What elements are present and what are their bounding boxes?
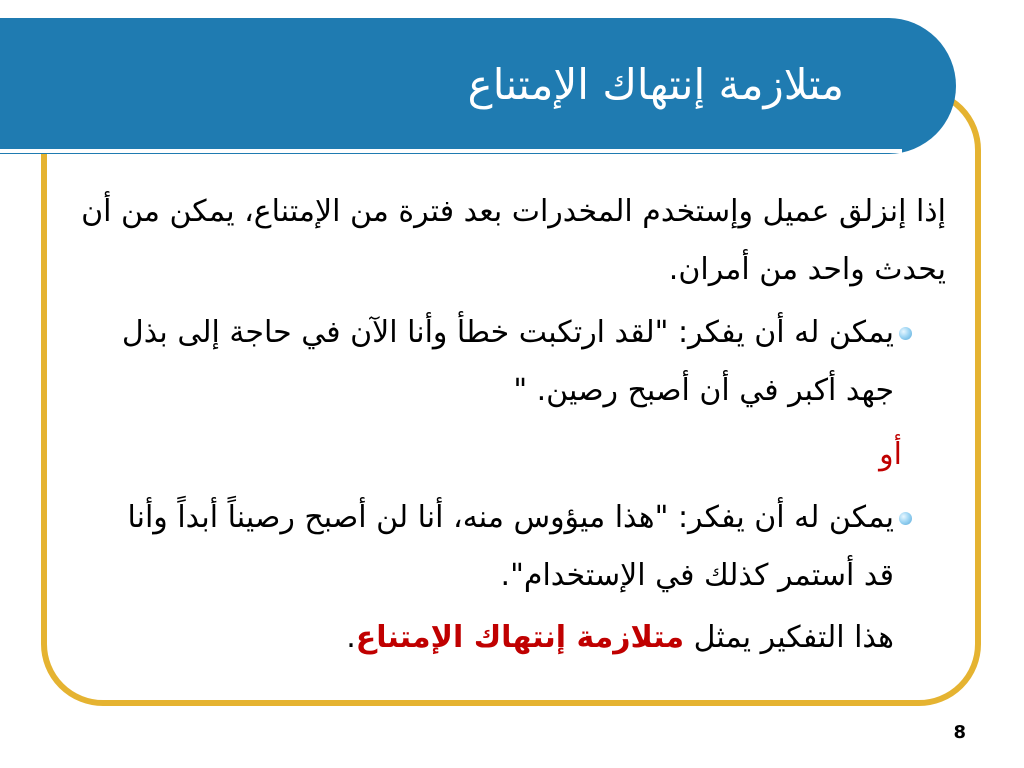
title-underline (0, 149, 902, 153)
title-bar (0, 18, 956, 154)
bullet-item-1 (94, 304, 894, 420)
bullet-icon (899, 512, 912, 525)
conclusion-highlight: متلازمة إنتهاك الإمتناع (355, 620, 685, 655)
conclusion-suffix: . (346, 620, 356, 655)
conclusion-text (346, 609, 894, 667)
intro-paragraph: إذا إنزلق عميل وإستخدم المخدرات بعد فترة من الإمتناع، يمكن من أن يحدث واحد من أمران. (81, 194, 946, 287)
bullet-text-2: يمكن له أن يفكر: "هذا ميؤوس منه، أنا لن أصبح رصيناً أبداً وأنا قد أستمر كذلك في الإستخدام". (127, 500, 894, 593)
bullet-text-1: يمكن له أن يفكر: "لقد ارتكبت خطأ وأنا الآن في حاجة إلى بذل جهد أكبر في أن أصبح رصين. " (121, 315, 894, 408)
conclusion-prefix: هذا التفكير يمثل (684, 620, 894, 655)
bullet-icon (899, 327, 912, 340)
slide-title: متلازمة إنتهاك الإمتناع (467, 60, 844, 109)
page-number: 8 (953, 722, 966, 743)
or-separator: أو (879, 437, 902, 472)
bullet-item-2 (94, 489, 894, 605)
